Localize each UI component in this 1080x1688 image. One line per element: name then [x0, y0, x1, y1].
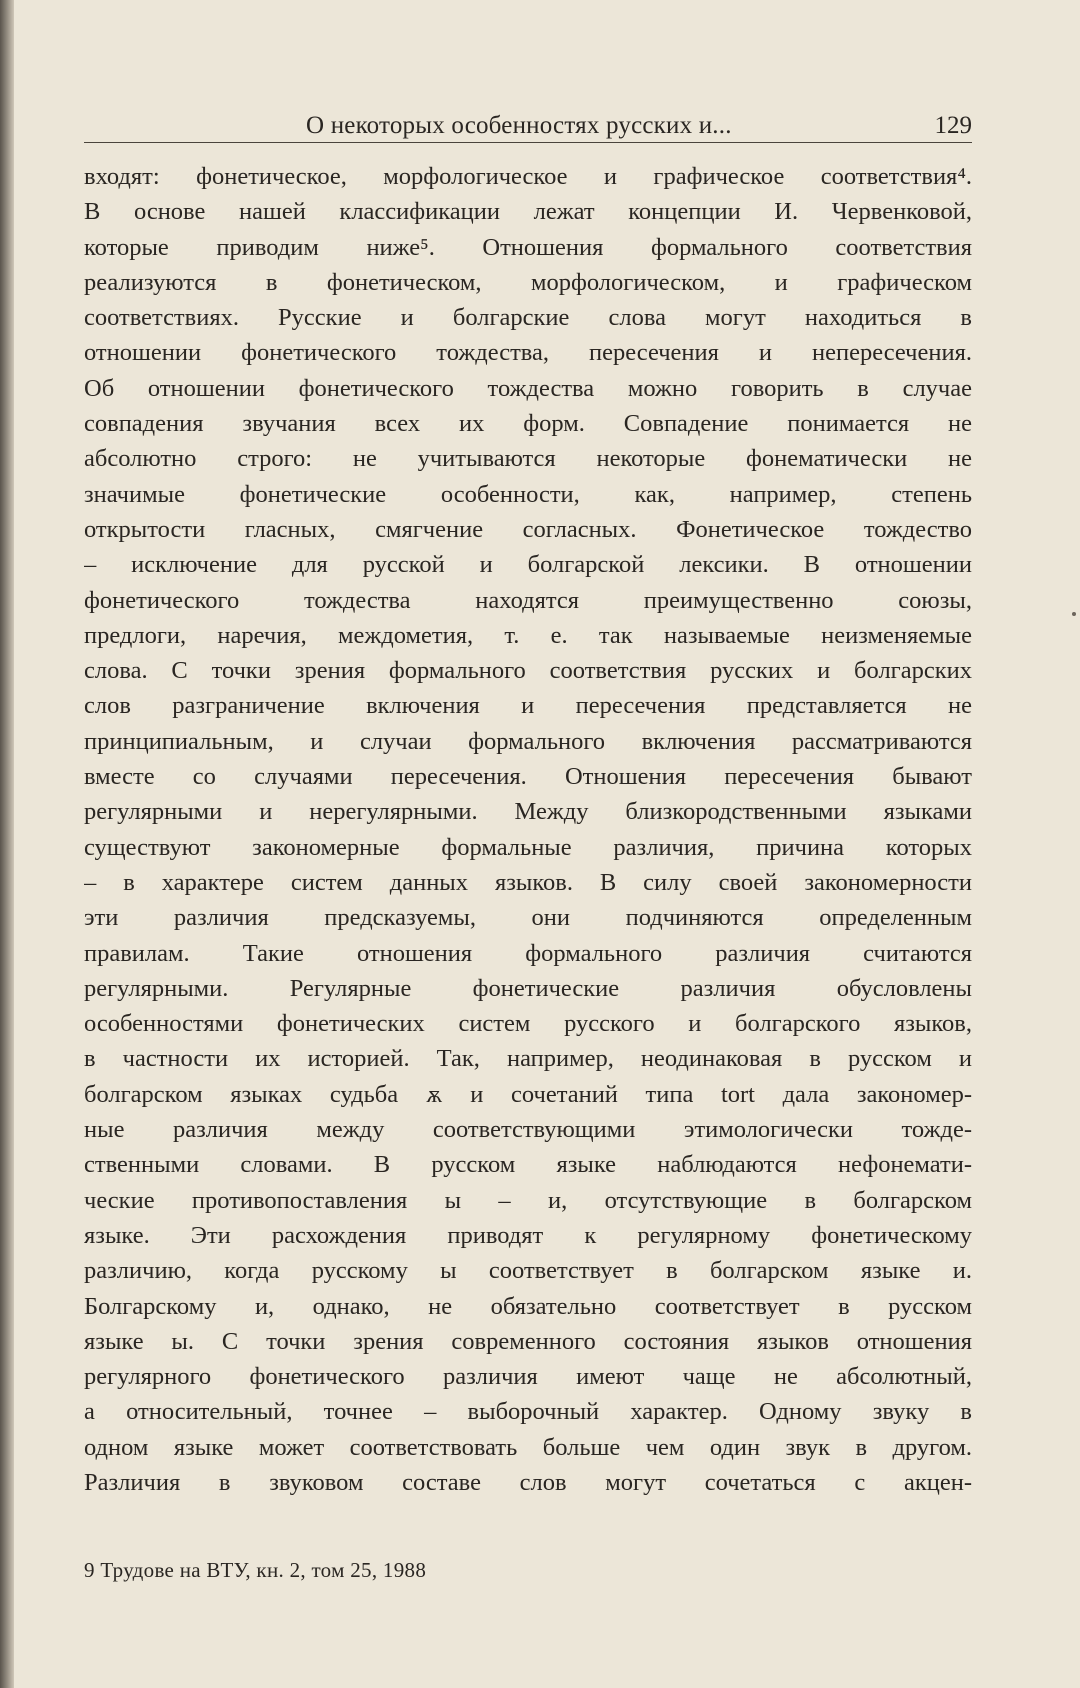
text-line: фонетического тождества находятся преимущественно союзы, [84, 586, 972, 614]
running-header-title: О некоторых особенностях русских и... [306, 112, 732, 139]
text-line: соответствиях. Русские и болгарские слова могут находиться в [84, 304, 972, 332]
margin-speck [1072, 612, 1076, 616]
text-line: В основе нашей классификации лежат концепции И. Червенковой, [84, 198, 972, 226]
book-page [84, 108, 972, 1500]
text-line: совпадения звучания всех их форм. Совпадение понимается не [84, 410, 972, 438]
text-line: болгарском языках судьба ѫ и сочетаний типа tort дала закономер- [84, 1080, 972, 1108]
text-line: регулярного фонетического различия имеют чаще не абсолютный, [84, 1363, 972, 1391]
text-line: отношении фонетического тождества, пересечения и непересечения. [84, 339, 972, 367]
text-line: а относительный, точнее – выборочный характер. Одному звуку в [84, 1398, 972, 1426]
text-line: различию, когда русскому ы соответствует в болгарском языке и. [84, 1257, 972, 1285]
text-line: ческие противопоставления ы – и, отсутствующие в болгарском [84, 1186, 972, 1214]
text-line: Болгарскому и, однако, не обязательно соответствует в русском [84, 1292, 972, 1320]
text-line: входят: фонетическое, морфологическое и графическое соответствия⁴. [84, 163, 972, 190]
text-line: слова. С точки зрения формального соответствия русских и болгарских [84, 657, 972, 685]
text-line: слов разграничение включения и пересечения представляется не [84, 692, 972, 720]
text-line: эти различия предсказуемы, они подчиняются определенным [84, 904, 972, 932]
text-line: вместе со случаями пересечения. Отношения пересечения бывают [84, 763, 972, 791]
book-binding-edge [0, 0, 14, 1688]
text-line: регулярными и нерегулярными. Между близкородственными языками [84, 798, 972, 826]
text-line: – в характере систем данных языков. В силу своей закономерности [84, 868, 972, 896]
text-line: ные различия между соответствующими этимологически тожде- [84, 1116, 972, 1144]
text-line: открытости гласных, смягчение согласных. Фонетическое тождество [84, 515, 972, 543]
text-line: языке ы. С точки зрения современного состояния языков отношения [84, 1327, 972, 1355]
text-line: предлоги, наречия, междометия, т. е. так называемые неизменяемые [84, 621, 972, 649]
text-line: принципиальным, и случаи формального включения рассматриваются [84, 727, 972, 755]
text-line: реализуются в фонетическом, морфологическом, и графическом [84, 268, 972, 296]
text-line: ственными словами. В русском языке наблюдаются нефонемати- [84, 1151, 972, 1179]
text-line: Об отношении фонетического тождества можно говорить в случае [84, 374, 972, 402]
text-line: правилам. Такие отношения формального различия считаются [84, 939, 972, 967]
text-line: в частности их историей. Так, например, неодинаковая в русском и [84, 1045, 972, 1073]
text-line: языке. Эти расхождения приводят к регулярному фонетическому [84, 1221, 972, 1249]
text-line: регулярными. Регулярные фонетические различия обусловлены [84, 974, 972, 1002]
text-line: – исключение для русской и болгарской лексики. В отношении [84, 551, 972, 579]
text-line: значимые фонетические особенности, как, например, степень [84, 480, 972, 508]
text-line: особенностями фонетических систем русского и болгарского языков, [84, 1010, 972, 1038]
text-line: существуют закономерные формальные различия, причина которых [84, 833, 972, 861]
text-line: одном языке может соответствовать больше чем один звук в другом. [84, 1433, 972, 1461]
body-text [84, 159, 972, 1500]
text-line: абсолютно строго: не учитываются некоторые фонематически не [84, 445, 972, 473]
text-line: которые приводим ниже⁵. Отношения формального соответствия [84, 233, 972, 261]
running-header [84, 108, 972, 143]
text-line: Различия в звуковом составе слов могут сочетаться с акцен- [84, 1468, 972, 1496]
page-footer-signature: 9 Трудове на ВТУ, кн. 2, том 25, 1988 [84, 1558, 427, 1582]
page-number: 129 [934, 112, 972, 139]
